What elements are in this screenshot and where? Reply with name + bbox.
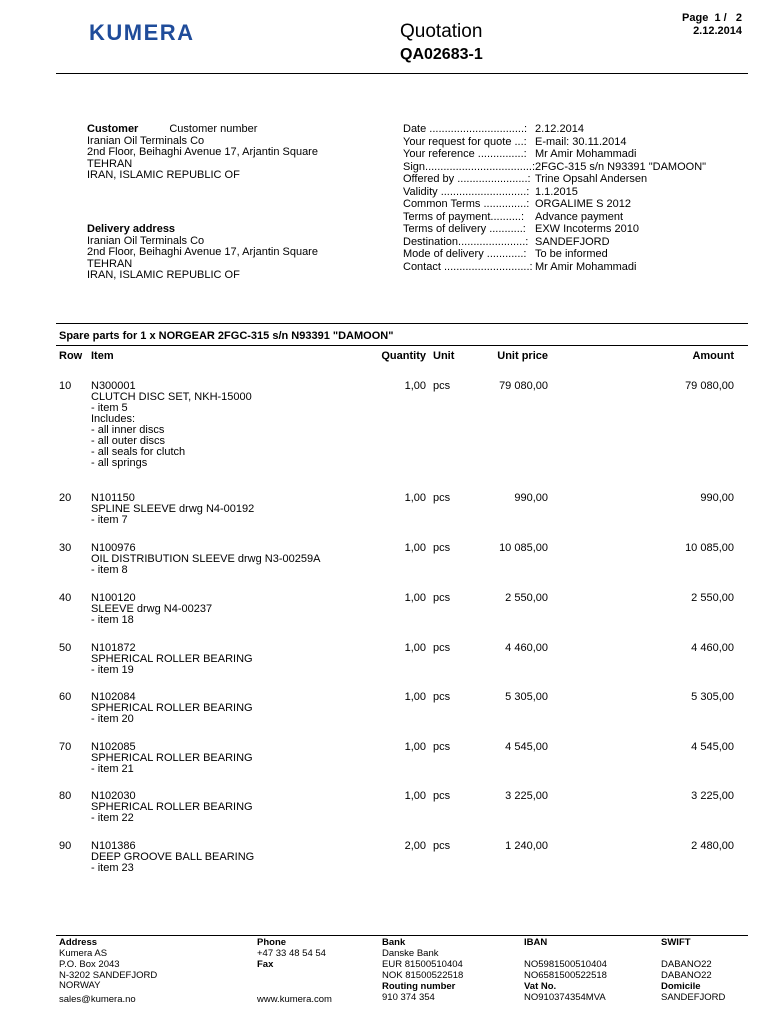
page-total: 2: [735, 12, 742, 24]
item-unit-price: 10 085,00: [499, 542, 548, 554]
footer-routing: 910 374 354: [382, 992, 435, 1003]
item-amount: 2 480,00: [691, 840, 734, 852]
detail-value: EXW Incoterms 2010: [535, 223, 639, 235]
detail-row: [403, 236, 706, 249]
page-label: Page: [682, 12, 709, 24]
detail-row: [403, 211, 706, 224]
item-quantity: 1,00: [404, 592, 426, 604]
item-unit-price: 4 545,00: [505, 741, 548, 753]
item-unit: pcs: [433, 380, 451, 392]
item-unit: pcs: [433, 790, 451, 802]
row-number: 50: [59, 642, 72, 654]
row-number: 90: [59, 840, 72, 852]
delivery-label: Delivery address: [87, 223, 176, 235]
item-description-line: - item 7: [91, 514, 128, 526]
item-description-line: SPHERICAL ROLLER BEARING: [91, 702, 253, 714]
item-code: N101150: [91, 492, 135, 504]
footer-email: sales@kumera.no: [59, 994, 136, 1005]
footer-swift-label: SWIFT: [661, 937, 691, 948]
item-unit-price: 3 225,00: [505, 790, 548, 802]
item-amount: 10 085,00: [685, 542, 734, 554]
section-title: Spare parts for 1 x NORGEAR 2FGC-315 s/n N93391 "DAMOON": [59, 330, 394, 342]
item-quantity: 1,00: [404, 542, 426, 554]
col-row: Row: [59, 350, 83, 362]
delivery-line: TEHRAN: [87, 257, 133, 270]
item-unit: pcs: [433, 691, 451, 703]
detail-value: 2FGC-315 s/n N93391 "DAMOON": [535, 160, 707, 173]
item-quantity: 1,00: [404, 741, 426, 753]
item-unit-price: 5 305,00: [505, 691, 548, 703]
footer-address: [59, 937, 157, 1005]
item-description-line: CLUTCH DISC SET, NKH-15000: [91, 391, 252, 403]
item-description-line: - item 8: [91, 564, 128, 576]
footer-address-label: Address: [59, 937, 98, 948]
detail-key: Terms of delivery ...........:: [403, 223, 526, 235]
item-description-line: - item 18: [91, 614, 134, 626]
item-description: [91, 593, 212, 626]
delivery-line: 2nd Floor, Beihaghi Avenue 17, Arjantin Square: [87, 246, 318, 258]
item-unit-price: 4 460,00: [505, 642, 548, 654]
row-number: 60: [59, 691, 72, 703]
item-description-line: SPHERICAL ROLLER BEARING: [91, 653, 253, 665]
detail-key: Common Terms ..............:: [403, 198, 530, 210]
delivery-block: [87, 224, 318, 282]
item-description-line: SPHERICAL ROLLER BEARING: [91, 801, 253, 813]
delivery-line: Iranian Oil Terminals Co: [87, 234, 205, 247]
item-description-line: - item 20: [91, 713, 134, 725]
header-date: 2.12.2014: [693, 25, 742, 37]
item-amount: 4 460,00: [691, 642, 734, 654]
detail-value: Mr Amir Mohammadi: [535, 148, 637, 160]
detail-key: Terms of payment..........:: [403, 210, 525, 223]
item-amount: 5 305,00: [691, 691, 734, 703]
detail-value: Advance payment: [535, 210, 624, 223]
company-logo: KUMERA: [89, 20, 195, 45]
footer-swift: [661, 937, 725, 1003]
col-amount: Amount: [692, 350, 734, 362]
col-item: Item: [91, 350, 114, 362]
row-number: 30: [59, 542, 72, 554]
row-number: 20: [59, 492, 72, 504]
customer-line: TEHRAN: [87, 157, 133, 170]
footer-address-line: P.O. Box 2043: [59, 959, 120, 970]
item-quantity: 1,00: [404, 691, 426, 703]
item-unit-price: 2 550,00: [505, 592, 548, 604]
detail-key: Destination......................:: [403, 235, 529, 248]
detail-row: [403, 123, 706, 136]
item-unit-price: 1 240,00: [505, 840, 548, 852]
detail-value: E-mail: 30.11.2014: [535, 135, 627, 148]
col-unit-price: Unit price: [497, 350, 548, 362]
detail-row: [403, 136, 706, 149]
item-description-line: SPHERICAL ROLLER BEARING: [91, 752, 253, 764]
footer-iban-label: IBAN: [524, 937, 548, 948]
item-unit: pcs: [433, 492, 451, 504]
detail-value: Mr Amir Mohammadi: [535, 260, 637, 273]
customer-block: [87, 124, 318, 182]
item-unit: pcs: [433, 642, 451, 654]
item-unit: pcs: [433, 741, 451, 753]
detail-value: 2.12.2014: [535, 123, 584, 135]
footer-phone-label: Phone: [257, 937, 287, 948]
item-code: N100120: [91, 592, 136, 604]
detail-row: [403, 148, 706, 161]
page-number: 1 /: [714, 12, 727, 24]
item-quantity: 1,00: [404, 642, 426, 654]
customer-number-label: Customer number: [169, 123, 258, 135]
footer-address-line: NORWAY: [59, 980, 101, 991]
col-unit: Unit: [433, 350, 455, 362]
footer-bank-label: Bank: [382, 937, 406, 948]
detail-key: Date ...............................:: [403, 123, 528, 135]
row-number: 80: [59, 790, 72, 802]
item-quantity: 1,00: [404, 380, 426, 392]
detail-key: Your reference ...............:: [403, 148, 527, 160]
row-number: 40: [59, 592, 72, 604]
detail-row: [403, 161, 706, 174]
footer-swift-line: DABANO22: [661, 959, 712, 970]
detail-row: [403, 173, 706, 186]
footer-bank: [382, 937, 463, 1003]
item-amount: 990,00: [700, 492, 734, 504]
item-description-line: - item 21: [91, 763, 134, 775]
item-amount: 2 550,00: [691, 592, 734, 604]
quotation-details: [403, 123, 706, 273]
detail-key: Sign...................................:: [403, 160, 535, 173]
section-divider: [56, 323, 748, 324]
item-description-line: OIL DISTRIBUTION SLEEVE drwg N3-00259A: [91, 553, 321, 565]
detail-value: ORGALIME S 2012: [535, 198, 631, 210]
item-description: [91, 791, 253, 824]
detail-value: Trine Opsahl Andersen: [535, 173, 648, 185]
item-quantity: 2,00: [404, 840, 426, 852]
detail-key: Contact ............................:: [403, 260, 533, 273]
footer-address-line: Kumera AS: [59, 948, 108, 959]
footer-bank-line: NOK 81500522518: [382, 970, 464, 981]
item-quantity: 1,00: [404, 790, 426, 802]
page-indicator: [640, 12, 742, 38]
detail-key: Validity ............................:: [403, 185, 530, 198]
customer-line: IRAN, ISLAMIC REPUBLIC OF: [87, 169, 240, 181]
item-description-line: - item 22: [91, 812, 134, 824]
detail-key: Your request for quote ...:: [403, 135, 527, 148]
footer-vat: NO910374354MVA: [524, 992, 606, 1003]
footer-web: www.kumera.com: [257, 994, 332, 1005]
row-number: 10: [59, 380, 72, 392]
delivery-line: IRAN, ISLAMIC REPUBLIC OF: [87, 269, 240, 281]
item-description: [91, 543, 320, 576]
customer-label: Customer: [87, 123, 139, 135]
item-description: [91, 493, 254, 526]
detail-key: Offered by .......................:: [403, 173, 531, 185]
detail-key: Mode of delivery ............:: [403, 248, 527, 260]
footer-iban-line: NO5981500510404: [524, 959, 607, 970]
item-unit: pcs: [433, 592, 451, 604]
item-unit: pcs: [433, 840, 451, 852]
item-description: [91, 692, 253, 725]
footer-iban: [524, 937, 607, 1003]
footer-bank-line: Danske Bank: [382, 948, 439, 959]
item-unit-price: 990,00: [514, 492, 548, 504]
item-description-line: - all seals for clutch: [91, 446, 186, 458]
detail-value: To be informed: [535, 248, 608, 260]
col-quantity: Quantity: [381, 350, 426, 362]
item-quantity: 1,00: [404, 492, 426, 504]
item-description-line: - all inner discs: [91, 424, 165, 436]
customer-line: 2nd Floor, Beihaghi Avenue 17, Arjantin Square: [87, 146, 318, 158]
document-title: Quotation: [400, 21, 483, 42]
item-description: [91, 841, 254, 874]
item-code: N101386: [91, 840, 136, 852]
item-amount: 4 545,00: [691, 741, 734, 753]
item-code: N102085: [91, 741, 136, 753]
item-amount: 79 080,00: [685, 380, 734, 392]
item-description-line: - item 23: [91, 862, 134, 874]
customer-line: Iranian Oil Terminals Co: [87, 134, 205, 147]
item-description: [91, 381, 252, 469]
item-description-line: Includes:: [91, 413, 136, 425]
item-description-line: - all springs: [91, 457, 148, 469]
detail-row: [403, 248, 706, 261]
footer-bank-line: EUR 81500510404: [382, 959, 463, 970]
item-code: N102030: [91, 790, 136, 802]
footer-phone: [257, 937, 332, 1005]
row-number: 70: [59, 741, 72, 753]
item-unit: pcs: [433, 542, 451, 554]
item-code: N100976: [91, 542, 136, 554]
item-code: N102084: [91, 691, 136, 703]
item-description-line: - all outer discs: [91, 435, 165, 447]
item-description: [91, 742, 253, 775]
detail-row: [403, 261, 706, 274]
detail-row: [403, 198, 706, 211]
item-description-line: DEEP GROOVE BALL BEARING: [91, 851, 255, 863]
detail-row: [403, 223, 706, 236]
item-amount: 3 225,00: [691, 790, 734, 802]
footer-iban-line: NO6581500522518: [524, 970, 607, 981]
footer-routing-label: Routing number: [382, 981, 456, 992]
item-description: [91, 643, 253, 676]
item-code: N300001: [91, 380, 136, 392]
detail-value: SANDEFJORD: [535, 235, 610, 248]
header-divider: [56, 73, 748, 74]
table-header-divider: [56, 345, 748, 346]
footer-swift-line: DABANO22: [661, 970, 712, 981]
item-description-line: - item 5: [91, 402, 128, 414]
quotation-number: QA02683-1: [400, 46, 483, 63]
footer-fax-label: Fax: [257, 959, 274, 970]
item-description-line: SLEEVE drwg N4-00237: [91, 603, 213, 615]
footer-phone-value: +47 33 48 54 54: [257, 948, 326, 959]
item-description-line: - item 19: [91, 664, 134, 676]
item-code: N101872: [91, 642, 136, 654]
detail-row: [403, 186, 706, 199]
footer-vat-label: Vat No.: [524, 981, 557, 992]
item-unit-price: 79 080,00: [499, 380, 548, 392]
footer-address-line: N-3202 SANDEFJORD: [59, 970, 158, 981]
detail-value: 1.1.2015: [535, 185, 578, 198]
footer-domicile-label: Domicile: [661, 981, 701, 992]
item-description-line: SPLINE SLEEVE drwg N4-00192: [91, 503, 255, 515]
footer-domicile: SANDEFJORD: [661, 992, 726, 1003]
footer-divider: [56, 935, 748, 936]
